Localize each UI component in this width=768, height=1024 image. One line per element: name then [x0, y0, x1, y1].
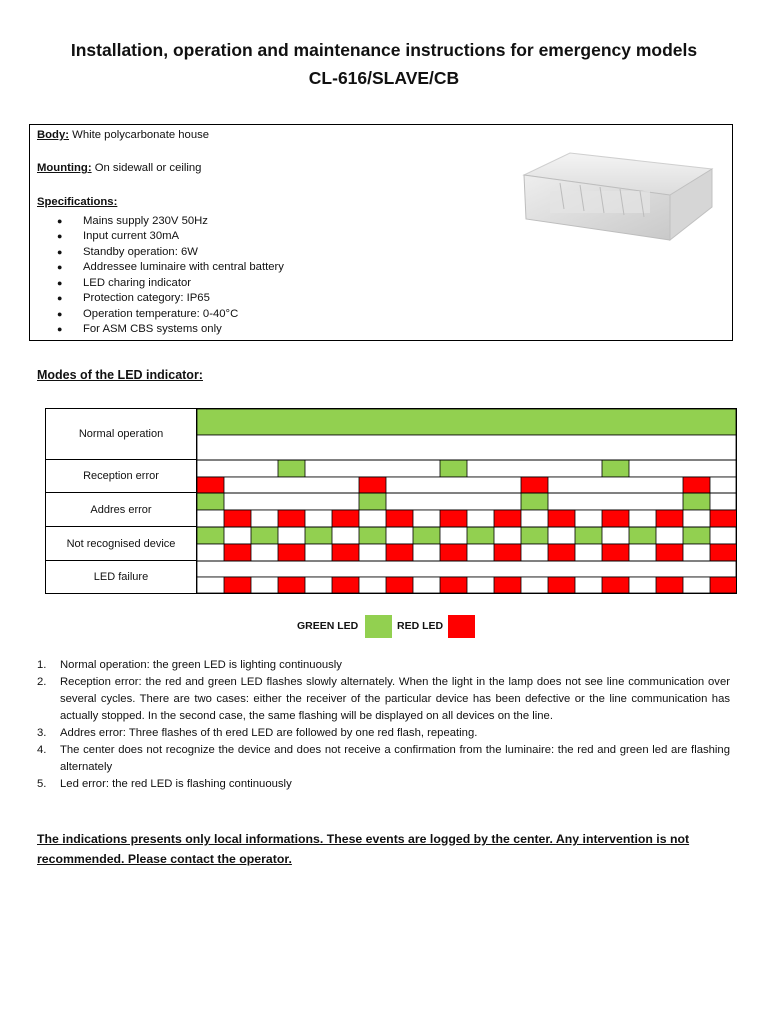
legend: [0, 615, 768, 640]
document-title: Installation, operation and maintenance instructions for emergency models: [70, 40, 698, 60]
led-red-flash: [386, 544, 413, 561]
note-item: 5. Led error: the red LED is flashing continuously: [37, 778, 292, 790]
led-red-flash: [548, 510, 575, 527]
led-red-flash: [332, 577, 359, 593]
note-item: 3. Addres error: Three flashes of th ered LED are followed by one red flash, repeating.: [37, 727, 478, 739]
row-label-led-failure: LED failure: [46, 561, 197, 593]
led-green-flash: [305, 527, 332, 544]
led-continuous-green: [197, 409, 736, 435]
led-modes-title: Modes of the LED indicator:: [37, 368, 203, 382]
led-green-flash: [251, 527, 278, 544]
row-label-reception: Reception error: [46, 460, 197, 493]
spec-item: ● Mains supply 230V 50Hz: [57, 215, 208, 227]
led-green-flash: [521, 493, 548, 510]
led-green-flash: [413, 527, 440, 544]
mounting-label: Mounting:: [37, 162, 92, 174]
legend-green-swatch: [365, 615, 392, 638]
row-label-address: Addres error: [46, 493, 197, 527]
led-green-flash: [521, 527, 548, 544]
model-name: CL-616/SLAVE/CB: [308, 68, 460, 88]
led-green-flash: [575, 527, 602, 544]
led-subrow: [197, 435, 736, 460]
led-red-flash: [224, 577, 251, 593]
legend-green-label: GREEN LED: [297, 620, 359, 632]
led-red-flash: [278, 544, 305, 561]
spec-item: ● Addressee luminaire with central battery: [57, 261, 284, 274]
legend-red-label: RED LED: [397, 620, 444, 632]
body-label: Body:: [37, 129, 70, 141]
led-red-flash: [278, 510, 305, 527]
spec-item: ● For ASM CBS systems only: [57, 323, 222, 336]
led-red-flash: [602, 577, 629, 593]
specifications-heading: Specifications:: [37, 196, 118, 208]
row-label-not-recognised: Not recognised device: [46, 527, 197, 561]
led-green-flash: [197, 527, 224, 544]
led-green-flash: [629, 527, 656, 544]
led-green-flash: [683, 527, 710, 544]
led-red-flash: [332, 544, 359, 561]
spec-item: ● Input current 30mA: [57, 230, 180, 243]
led-pattern-grid: [197, 409, 736, 593]
led-red-flash: [224, 510, 251, 527]
note-item: 1. Normal operation: the green LED is lighting continuously: [37, 659, 342, 671]
spec-item: ● Operation temperature: 0-40°C: [57, 307, 239, 320]
mounting-value: On sidewall or ceiling: [91, 162, 202, 174]
led-green-flash: [359, 493, 386, 510]
note-item: 2. Reception error: the red and green LED flashes slowly alternately. When the light in the lamp does not see line communication over several cycles. There are two cases: either the receiver of the particular device has been defective or the line communication has actually stopped. In the second case, the same flashing will be displayed on all devices on the line.: [37, 676, 730, 722]
led-red-flash: [359, 477, 386, 493]
spec-item: ● Protection category: IP65: [57, 292, 210, 305]
mounting-line: [37, 161, 201, 177]
led-red-flash: [656, 577, 683, 593]
led-red-flash: [278, 577, 305, 593]
led-red-flash: [710, 577, 736, 593]
led-subrow: [197, 477, 736, 493]
led-red-flash: [656, 544, 683, 561]
body-line: [37, 128, 209, 144]
specifications-list: [57, 214, 284, 338]
led-green-flash: [467, 527, 494, 544]
footer-warning: The indications presents only local informations. These events are logged by the center. Any intervention is not recommended. Please contact the operator.: [37, 832, 690, 866]
specifications-box: [29, 124, 733, 341]
legend-red-swatch: [448, 615, 475, 638]
led-red-flash: [548, 577, 575, 593]
led-subrow: [197, 493, 736, 510]
note-item: 4. The center does not recognize the device and does not receive a confirmation from the luminaire: the red and green led are flashing alternately: [37, 744, 730, 773]
led-red-flash: [494, 544, 521, 561]
led-red-flash: [710, 544, 736, 561]
led-red-flash: [683, 477, 710, 493]
led-green-flash: [278, 460, 305, 477]
led-red-flash: [440, 510, 467, 527]
led-red-flash: [224, 544, 251, 561]
led-red-flash: [521, 477, 548, 493]
spec-item: ● Standby operation: 6W: [57, 245, 198, 258]
led-red-flash: [386, 577, 413, 593]
led-red-flash: [602, 510, 629, 527]
led-green-flash: [197, 493, 224, 510]
body-value: White polycarbonate house: [69, 129, 210, 141]
led-green-flash: [602, 460, 629, 477]
led-red-flash: [494, 510, 521, 527]
led-modes-table: [45, 408, 737, 594]
led-red-flash: [656, 510, 683, 527]
led-red-flash: [494, 577, 521, 593]
led-subrow: [197, 561, 736, 577]
luminaire-product-image: [520, 147, 715, 242]
led-green-flash: [683, 493, 710, 510]
led-green-flash: [440, 460, 467, 477]
led-red-flash: [440, 577, 467, 593]
led-green-flash: [359, 527, 386, 544]
led-red-flash: [332, 510, 359, 527]
led-red-flash: [710, 510, 736, 527]
led-red-flash: [602, 544, 629, 561]
notes-list: [37, 657, 730, 793]
row-label-normal: Normal operation: [46, 409, 197, 460]
led-red-flash: [548, 544, 575, 561]
led-red-flash: [197, 477, 224, 493]
led-red-flash: [440, 544, 467, 561]
led-red-flash: [386, 510, 413, 527]
spec-item: ● LED charing indicator: [57, 276, 192, 289]
